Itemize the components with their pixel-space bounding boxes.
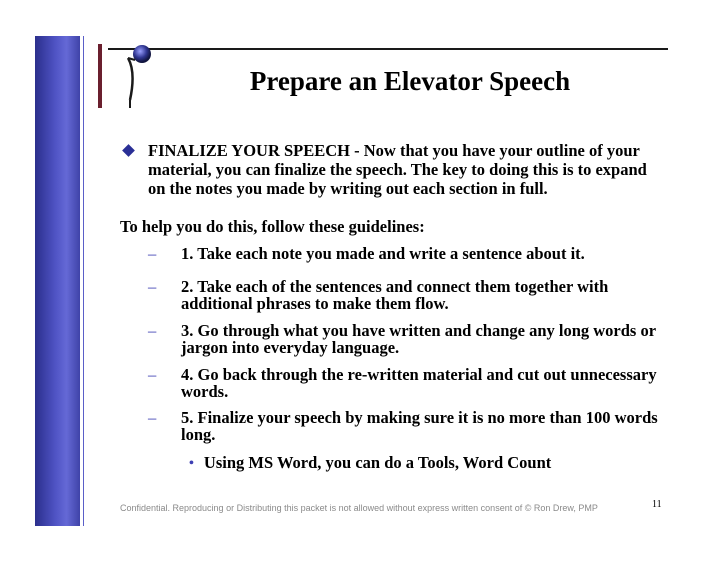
accent-bar (98, 44, 102, 108)
list-item-text: 3. Go through what you have written and change any long words or jargon into everyday language. (181, 321, 656, 357)
intro-line: To help you do this, follow these guidelines: (120, 217, 425, 236)
bullet-paragraph: FINALIZE YOUR SPEECH - Now that you have your outline of your material, you can finalize the speech. The key to doing this is to expand on the notes you made by writing out each section in full. (148, 141, 647, 198)
dash-bullet: – (148, 244, 157, 263)
sub-list-item (189, 453, 551, 473)
list-item-text: 1. Take each note you made and write a sentence about it. (181, 244, 585, 263)
list-item-text: 5. Finalize your speech by making sure it is no more than 100 words long. (181, 408, 658, 444)
page-number: 11 (652, 499, 662, 510)
sub-list-item-text: Using MS Word, you can do a Tools, Word Count (203, 453, 552, 472)
list-item-text: 4. Go back through the re-written material and cut out unnecessary words. (181, 365, 657, 401)
diamond-bullet-icon (122, 144, 135, 157)
list-item-text: 2. Take each of the sentences and connect them together with additional phrases to make them flow. (181, 277, 609, 313)
sub-bullet: • (189, 456, 194, 471)
sidebar-decoration (35, 36, 80, 526)
sidebar-divider (83, 36, 84, 526)
dash-bullet: – (148, 365, 157, 384)
dash-bullet: – (148, 277, 157, 296)
dash-bullet: – (148, 321, 157, 340)
dash-bullet: – (148, 408, 157, 427)
page-title: Prepare an Elevator Speech (249, 66, 571, 96)
footer-notice: Confidential. Reproducing or Distributing this packet is not allowed without express written consent of © Ron Drew, PMP (120, 503, 598, 513)
header-rule (108, 48, 668, 50)
